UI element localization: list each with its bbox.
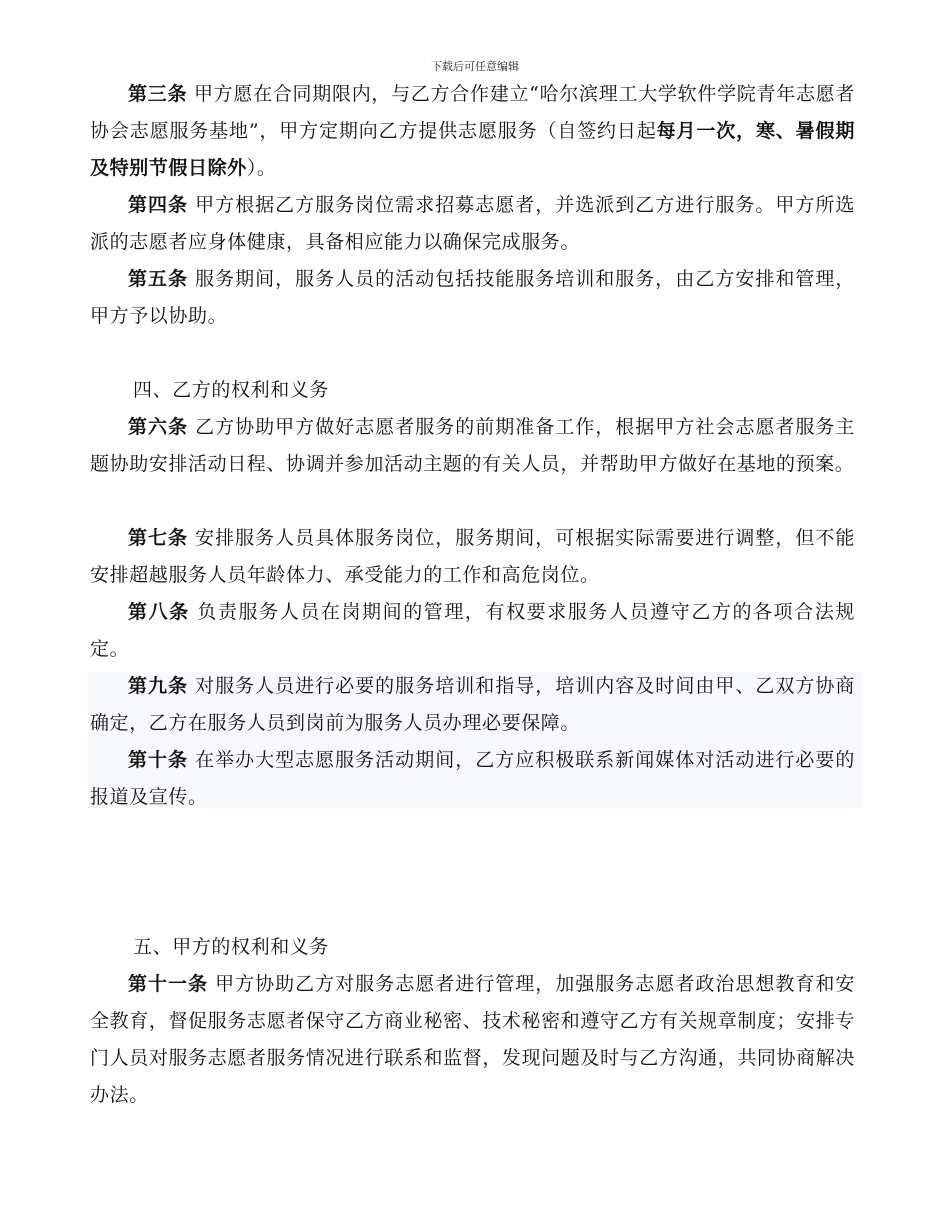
section-5-heading: 五、甲方的权利和义务 bbox=[133, 936, 330, 958]
article-7 bbox=[90, 520, 855, 594]
article-9 bbox=[90, 668, 855, 742]
article-4 bbox=[90, 187, 855, 261]
article-4-text: 甲方根据乙方服务岗位需求招募志愿者，并选派到乙方进行服务。甲方所选派的志愿者应身体健康，具备相应能力以确保完成服务。 bbox=[90, 194, 855, 253]
article-10-text: 在举办大型志愿服务活动期间，乙方应积极联系新闻媒体对活动进行必要的报道及宣传。 bbox=[90, 749, 855, 808]
article-4-label: 第四条 bbox=[128, 194, 189, 216]
article-6-text: 乙方协助甲方做好志愿者服务的前期准备工作，根据甲方社会志愿者服务主题协助安排活动日程、协调并参加活动主题的有关人员，并帮助甲方做好在基地的预案。 bbox=[90, 416, 855, 475]
article-10-label: 第十条 bbox=[128, 749, 189, 771]
article-7-text: 安排服务人员具体服务岗位，服务期间，可根据实际需要进行调整，但不能安排超越服务人员年龄体力、承受能力的工作和高危岗位。 bbox=[90, 527, 855, 586]
article-3 bbox=[90, 76, 855, 187]
article-8-label: 第八条 bbox=[128, 601, 190, 623]
article-5-text: 服务期间，服务人员的活动包括技能服务培训和服务，由乙方安排和管理，甲方予以协助。 bbox=[90, 268, 855, 327]
article-9-text: 对服务人员进行必要的服务培训和指导，培训内容及时间由甲、乙双方协商确定，乙方在服务人员到岗前为服务人员办理必要保障。 bbox=[90, 675, 855, 734]
header-note: 下载后可任意编辑 bbox=[431, 60, 519, 73]
article-8 bbox=[90, 594, 855, 668]
article-11-text: 甲方协助乙方对服务志愿者进行管理，加强服务志愿者政治思想教育和安全教育，督促服务志愿者保守乙方商业秘密、技术秘密和遵守乙方有关规章制度；安排专门人员对服务志愿者服务情况进行联系和监督，发现问题及时与乙方沟通，共同协商解决办法。 bbox=[90, 973, 856, 1106]
article-3-text: 甲方愿在合同期限内，与乙方合作建立“哈尔滨理工大学软件学院青年志愿者协会志愿服务基地”，甲方定期向乙方提供志愿服务（自签约日起 bbox=[90, 83, 855, 142]
article-11-label: 第十一条 bbox=[128, 973, 209, 995]
article-5-label: 第五条 bbox=[128, 268, 189, 290]
article-9-label: 第九条 bbox=[128, 675, 189, 697]
article-8-text: 负责服务人员在岗期间的管理，有权要求服务人员遵守乙方的各项合法规定。 bbox=[90, 601, 855, 660]
article-11 bbox=[90, 966, 855, 1114]
article-3-text-bold: 每月一次，寒、暑假期及特别节假日除外 bbox=[90, 120, 855, 179]
article-5 bbox=[90, 261, 855, 335]
article-3-text-end: ）。 bbox=[246, 157, 277, 179]
article-6 bbox=[90, 409, 855, 483]
article-10 bbox=[90, 742, 855, 816]
article-6-label: 第六条 bbox=[128, 416, 189, 438]
article-7-label: 第七条 bbox=[128, 527, 189, 549]
section-4-heading: 四、乙方的权利和义务 bbox=[133, 379, 330, 401]
article-3-label: 第三条 bbox=[128, 83, 188, 105]
